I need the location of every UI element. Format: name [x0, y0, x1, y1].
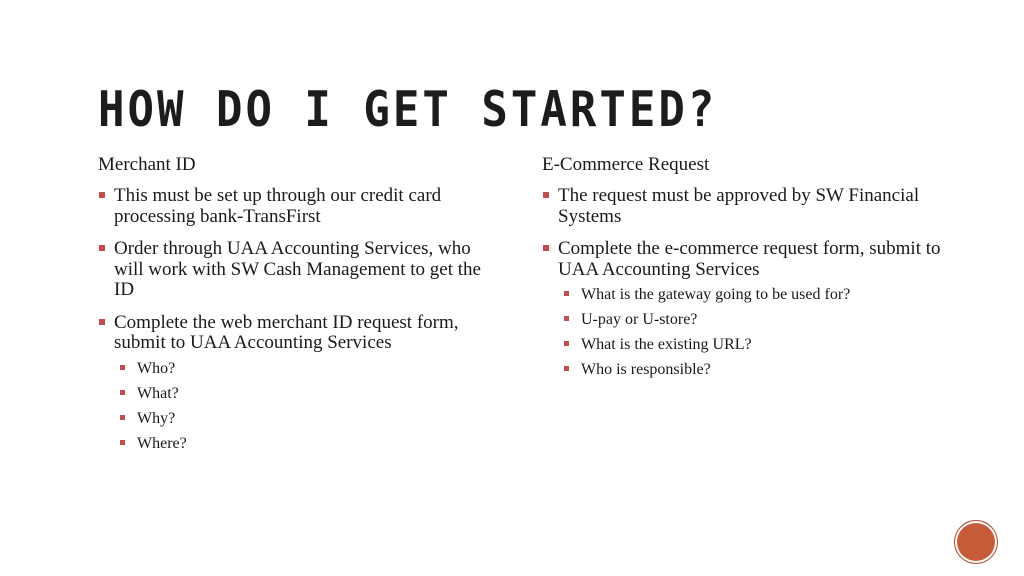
sub-list-item: [114, 410, 498, 428]
sub-list-item-text: U-pay or U-store?: [581, 311, 698, 328]
list-item-text: Order through UAA Accounting Services, who will work with SW Cash Management to get the ID: [114, 238, 481, 300]
list-item-text: The request must be approved by SW Financial Systems: [558, 185, 920, 227]
sub-bullet-list: [558, 286, 942, 379]
left-bullet-list: [98, 186, 498, 452]
right-column-heading: E-Commerce Request: [542, 154, 710, 175]
square-bullet-icon: [564, 366, 569, 371]
square-bullet-icon: [564, 341, 569, 346]
left-column: [98, 153, 498, 464]
sub-list-item-text: What?: [137, 384, 179, 402]
sub-list-item: [558, 286, 942, 304]
sub-list-item-text: Where?: [137, 434, 187, 452]
square-bullet-icon: [120, 415, 125, 420]
list-item: [542, 239, 942, 379]
slide-number-badge-icon: [957, 523, 995, 561]
sub-list-item: [558, 336, 942, 354]
sub-list-item-text: Who is responsible?: [581, 361, 711, 378]
square-bullet-icon: [564, 291, 569, 296]
list-item: [542, 186, 942, 227]
right-column: [542, 153, 942, 391]
square-bullet-icon: [564, 316, 569, 321]
list-item-text: Complete the e-commerce request form, submit to UAA Accounting Services: [558, 238, 941, 280]
slide-title: HOW DO I GET STARTED?: [98, 81, 718, 139]
square-bullet-icon: [543, 245, 549, 251]
sub-list-item-text: Who?: [137, 359, 176, 377]
square-bullet-icon: [120, 390, 125, 395]
square-bullet-icon: [120, 365, 125, 370]
square-bullet-icon: [99, 245, 105, 251]
sub-list-item: [558, 361, 942, 379]
sub-list-item: [114, 360, 498, 378]
sub-list-item: [558, 311, 942, 329]
list-item-text: This must be set up through our credit card processing bank-TransFirst: [114, 185, 442, 227]
sub-list-item-text: What is the existing URL?: [581, 336, 752, 353]
square-bullet-icon: [120, 440, 125, 445]
square-bullet-icon: [543, 192, 549, 198]
list-item: [98, 186, 498, 227]
sub-list-item: [114, 435, 498, 453]
square-bullet-icon: [99, 319, 105, 325]
square-bullet-icon: [99, 192, 105, 198]
list-item-text: Complete the web merchant ID request form, submit to UAA Accounting Services: [114, 311, 459, 353]
list-item: [98, 313, 498, 453]
sub-bullet-list: [114, 360, 498, 453]
left-column-heading: Merchant ID: [98, 154, 196, 175]
sub-list-item-text: Why?: [137, 409, 176, 427]
sub-list-item-text: What is the gateway going to be used for?: [581, 286, 851, 303]
list-item: [98, 239, 498, 301]
right-bullet-list: [542, 186, 942, 379]
sub-list-item: [114, 385, 498, 403]
